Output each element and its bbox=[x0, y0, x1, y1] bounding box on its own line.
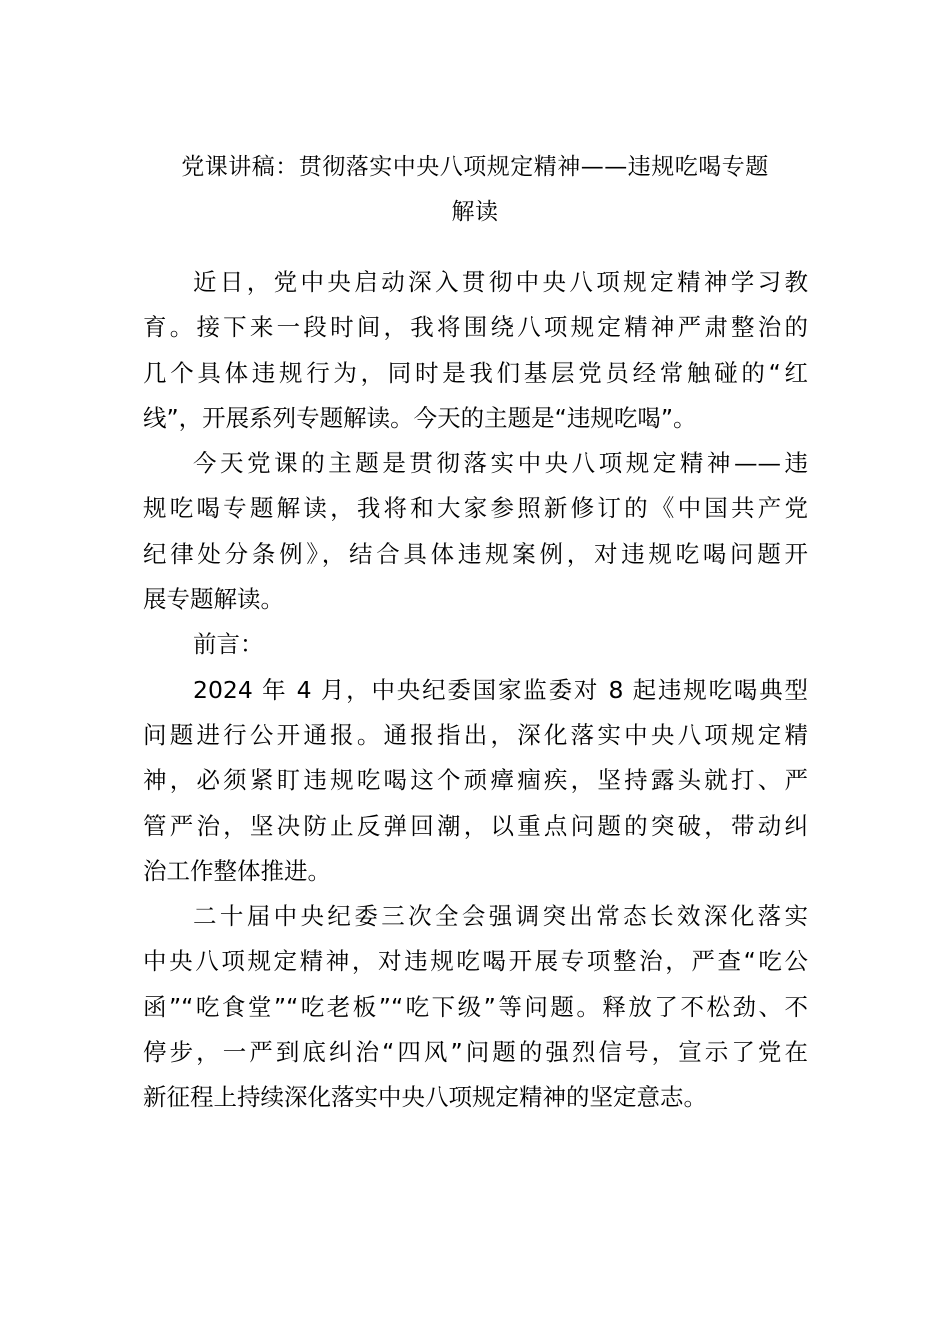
text-line: 治工作整体推进。 bbox=[143, 856, 331, 885]
document-body bbox=[143, 260, 808, 1121]
text-line: 展专题解读。 bbox=[143, 585, 284, 614]
title-line: 解读 bbox=[451, 199, 499, 225]
text-line: 规吃喝专题解读，我将和大家参照新修订的《中国共产党 bbox=[143, 494, 808, 523]
text-line: 管严治，坚决防止反弹回潮，以重点问题的突破，带动纠 bbox=[143, 811, 808, 840]
text-line: 几个具体违规行为，同时是我们基层党员经常触碰的“红 bbox=[143, 358, 808, 387]
text-line: 纪律处分条例》，结合具体违规案例，对违规吃喝问题开 bbox=[143, 539, 808, 568]
text-line: 今天党课的主题是贯彻落实中央八项规定精神——违 bbox=[193, 449, 808, 478]
text-line: 2024 年 4 月，中央纪委国家监委对 8 起违规吃喝典型 bbox=[193, 675, 808, 704]
text-line: 线”，开展系列专题解读。今天的主题是“违规吃喝”。 bbox=[143, 403, 697, 432]
text-line: 前言： bbox=[193, 630, 264, 659]
section-heading-preface bbox=[143, 622, 808, 667]
text-line: 神，必须紧盯违规吃喝这个顽瘴痼疾，坚持露头就打、严 bbox=[143, 766, 808, 795]
text-line: 中央八项规定精神，对违规吃喝开展专项整治，严查“吃公 bbox=[143, 947, 808, 976]
paragraph-notice bbox=[143, 668, 808, 894]
text-line: 育。接下来一段时间，我将围绕八项规定精神严肃整治的 bbox=[143, 313, 808, 342]
title-line: 党课讲稿：贯彻落实中央八项规定精神——违规吃喝专题 bbox=[181, 154, 769, 180]
document-title bbox=[0, 145, 950, 235]
paragraph-plenary bbox=[143, 894, 808, 1120]
text-line: 问题进行公开通报。通报指出，深化落实中央八项规定精 bbox=[143, 720, 808, 749]
text-line: 函”“吃食堂”“吃老板”“吃下级”等问题。释放了不松劲、不 bbox=[143, 992, 808, 1021]
text-line: 二十届中央纪委三次全会强调突出常态长效深化落实 bbox=[193, 902, 808, 931]
paragraph-topic bbox=[143, 441, 808, 622]
text-line: 停步，一严到底纠治“四风”问题的强烈信号，宣示了党在 bbox=[143, 1038, 808, 1067]
text-line: 新征程上持续深化落实中央八项规定精神的坚定意志。 bbox=[143, 1083, 707, 1112]
text-line: 近日，党中央启动深入贯彻中央八项规定精神学习教 bbox=[193, 268, 808, 296]
paragraph-intro bbox=[143, 260, 808, 441]
